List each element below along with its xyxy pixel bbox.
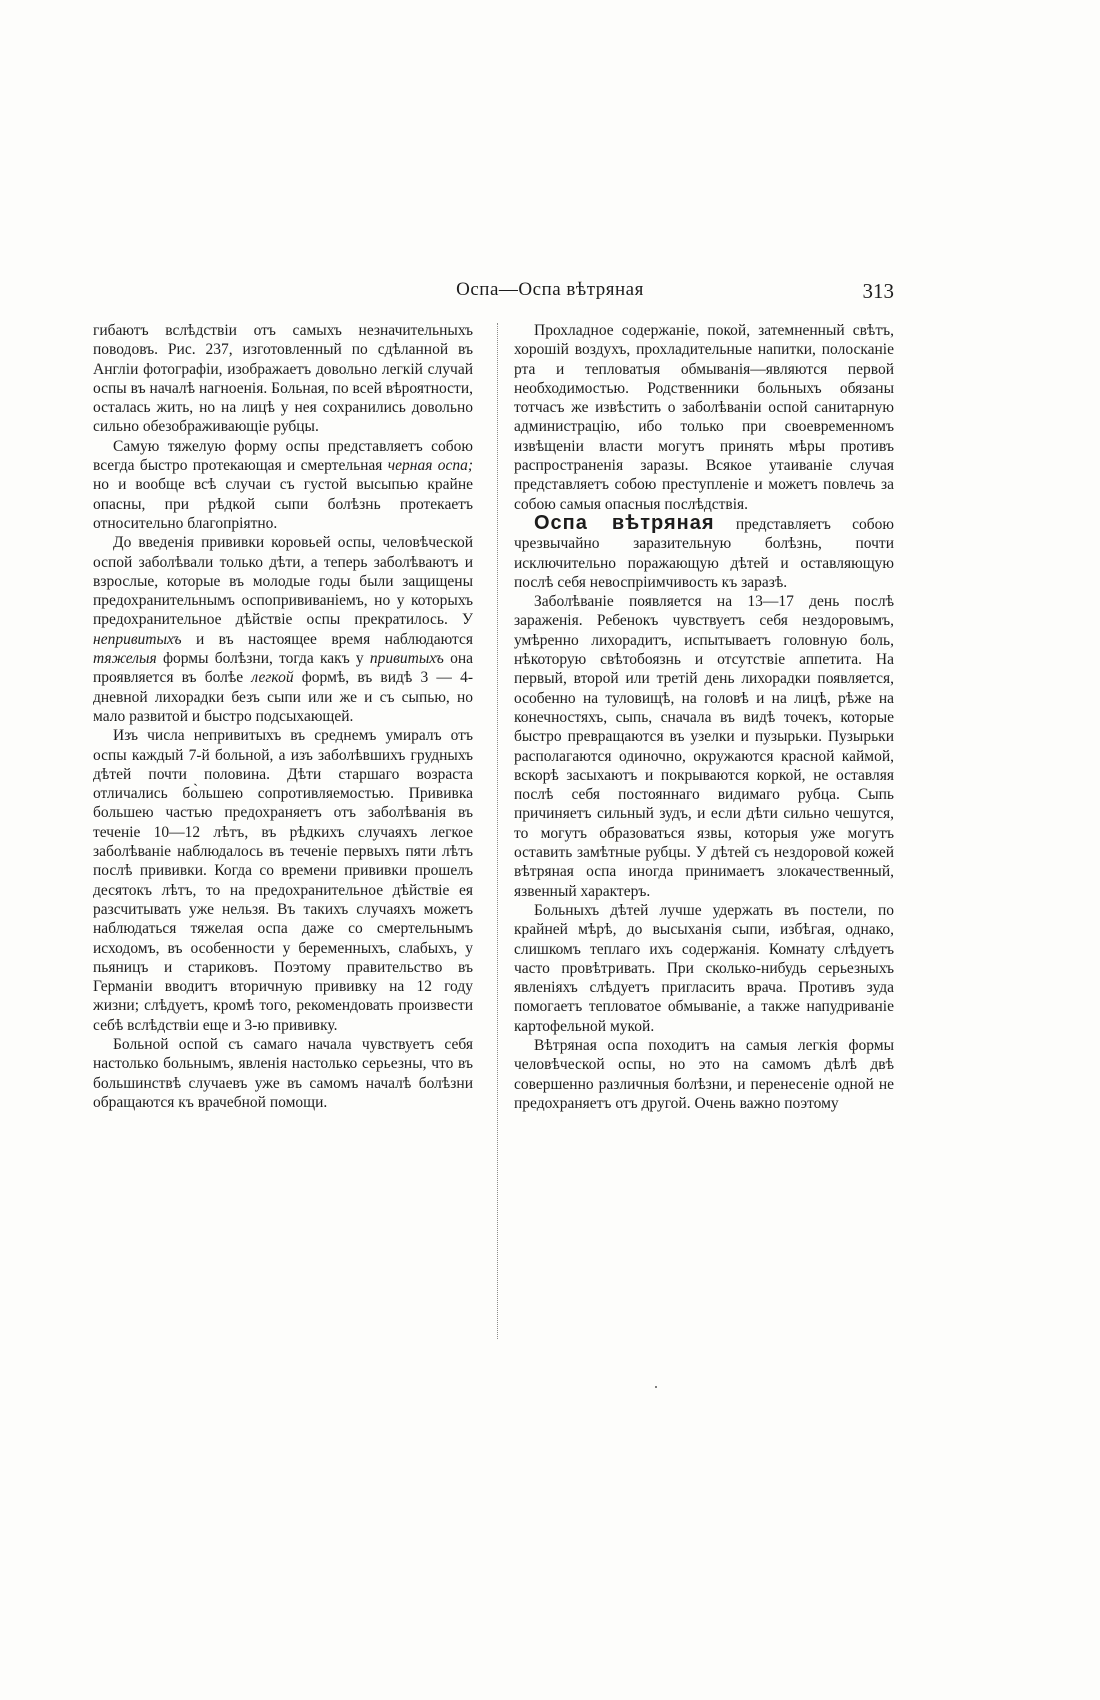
paragraph: Больной оспой съ самаго начала чувствуетъ себя настолько больнымъ, явленія настолько серьезны, что въ большинствѣ случаевъ уже въ самомъ началѣ болѣзни обращаются къ врачебной помощи. [93, 1035, 473, 1111]
paragraph-text: и въ настоящее время наблюдаются [181, 630, 473, 648]
paragraph: Заболѣваніе появляется на 13—17 день послѣ зараженія. Ребенокъ чувствуетъ себя нездоровымъ, умѣренно лихорадитъ, испытываетъ головную боль, нѣкоторую свѣтобоязнь и отсутствіе аппетита. На первый, второй или третій день лихорадки появляется, особенно на туловищѣ, на головѣ и на лицѣ, рѣже на конечностяхъ, сыпь, сначала въ видѣ точекъ, которые быстро превращаются въ узелки и пузырьки. Пузырьки располагаются одиночно, окружаются красной каймой, вскорѣ засыхаютъ и покрываются коркой, не оставляя послѣ себя постояннаго видимаго рубца. Сыпь причиняетъ сильный зудъ, и если дѣти сильно чешутся, то могутъ образоваться язвы, которыя уже могутъ оставить замѣтные рубцы. У дѣтей съ нездоровой кожей вѣтряная оспа иногда принимаетъ злокачественный, язвенный характеръ. [514, 593, 894, 900]
emphasis: тяжелыя [93, 650, 157, 668]
paragraph-text: формы болѣзни, тогда какъ у [156, 650, 370, 668]
column-divider [497, 323, 498, 1339]
emphasis: непривитыхъ [93, 630, 182, 648]
paragraph-text: представляетъ собою чрезвычайно заразительную болѣзнь, почти исключительно поражающую дѣтей и оставляющую послѣ себя невоспріимчивость къ заразѣ. [514, 515, 894, 591]
paragraph: Больныхъ дѣтей лучше удержать въ постели, по крайней мѣрѣ, до высыханія сыпи, избѣгая, однако, слишкомъ теплаго ихъ содержанія. Комнату слѣдуетъ часто провѣтривать. При сколько-нибудь серьезныхъ явленіяхъ слѣдуетъ пригласить врача. Противъ зуда помогаетъ тепловатое обмываніе, а также напудриваніе картофельной мукой. [514, 901, 894, 1035]
page-number: 313 [862, 279, 894, 303]
paragraph-text: формѣ, въ видѣ 3 — 4-дневной лихорадки безъ сыпи или же и съ сыпью, но мало развитой и быстро подсыхающей. [93, 669, 473, 725]
paragraph-text: До введенія прививки коровьей оспы, человѣческой оспой заболѣвали только дѣти, а теперь заболѣваютъ и взрослые, которые въ молодые годы были защищены предохранительнымъ оспопрививаніемъ, но у которыхъ предохранительное дѣйствіе оспы прекратилось. У [93, 534, 473, 629]
paragraph-text: но и вообще всѣ случаи съ густой высыпью крайне опасны, при рѣдкой сыпи болѣзнь протекаетъ относительно благопріятно. [93, 476, 473, 532]
emphasis: легкой [251, 669, 294, 687]
right-column [514, 321, 894, 1113]
emphasis: черная оспа; [387, 457, 473, 475]
paragraph [93, 533, 473, 726]
paragraph: гибаютъ вслѣдствіи отъ самыхъ незначительныхъ поводовъ. Рис. 237, изготовленный по сдѣланной въ Англіи фотографіи, изображаетъ довольно легкій случай оспы въ началѣ нагноенія. Больная, по всей вѣроятности, осталась жить, но на лицѣ у нея сохранились довольно сильно обезображивающіе рубцы. [93, 322, 473, 436]
print-speck [655, 1386, 657, 1388]
paragraph: Вѣтряная оспа походитъ на самыя легкія формы человѣческой оспы, но это на самомъ дѣлѣ двѣ совершенно различныя болѣзни, и перенесеніе одной не предохраняетъ отъ другой. Очень важно поэтому [514, 1036, 894, 1112]
running-head: Оспа—Оспа вѣтряная [456, 279, 644, 300]
section-term: Оспа вѣтряная [534, 511, 715, 534]
left-column [93, 321, 473, 1112]
paragraph: Изъ числа непривитыхъ въ среднемъ умиралъ отъ оспы каждый 7-й больной, а изъ заболѣвшихъ грудныхъ дѣтей почти половина. Дѣти старшаго возраста отличались бо̀льшею сопротивляемостью. Прививка большею частью предохраняетъ отъ заболѣванія въ теченіе 10—12 лѣтъ, въ рѣдкихъ случаяхъ легкое заболѣваніе наблюдалось въ теченіе первыхъ пяти лѣтъ послѣ прививки. Когда со времени прививки прошелъ десятокъ лѣтъ, то на предохранительное дѣйствіе ея разсчитывать уже нельзя. Въ такихъ случаяхъ можетъ наблюдаться тяжелая оспа даже со смертельнымъ исходомъ, въ особенности у беременныхъ, слабыхъ, у пьяницъ и стариковъ. Поэтому правительство въ Германіи вводитъ вторичную прививку на 12 году жизни; слѣдуетъ, кромѣ того, рекомендовать произвести себѣ вслѣдствіи еще и 3-ю прививку. [93, 727, 473, 1034]
paragraph-text: Самую тяжелую форму оспы представляетъ собою всегда быстро протекающая и смертельная [93, 437, 473, 475]
paragraph: Прохладное содержаніе, покой, затемненный свѣтъ, хорошій воздухъ, прохладительные напитки, полосканіе рта и тепловатыя обмыванія—являются первой необходимостью. Родственники больныхъ обязаны тотчасъ же извѣстить о заболѣваніи оспой санитарную администрацію, ибо только при своевременномъ извѣщеніи власти могутъ принять мѣры противъ распространенія заразы. Всякое утаиваніе случая представляетъ собою преступленіе и можетъ повлечь за собою самыя опасныя послѣдствія. [514, 322, 894, 513]
paragraph [514, 511, 894, 592]
paragraph-text: она проявляется въ болѣе [93, 650, 473, 687]
paragraph [93, 437, 473, 533]
emphasis: привитыхъ [369, 650, 444, 668]
